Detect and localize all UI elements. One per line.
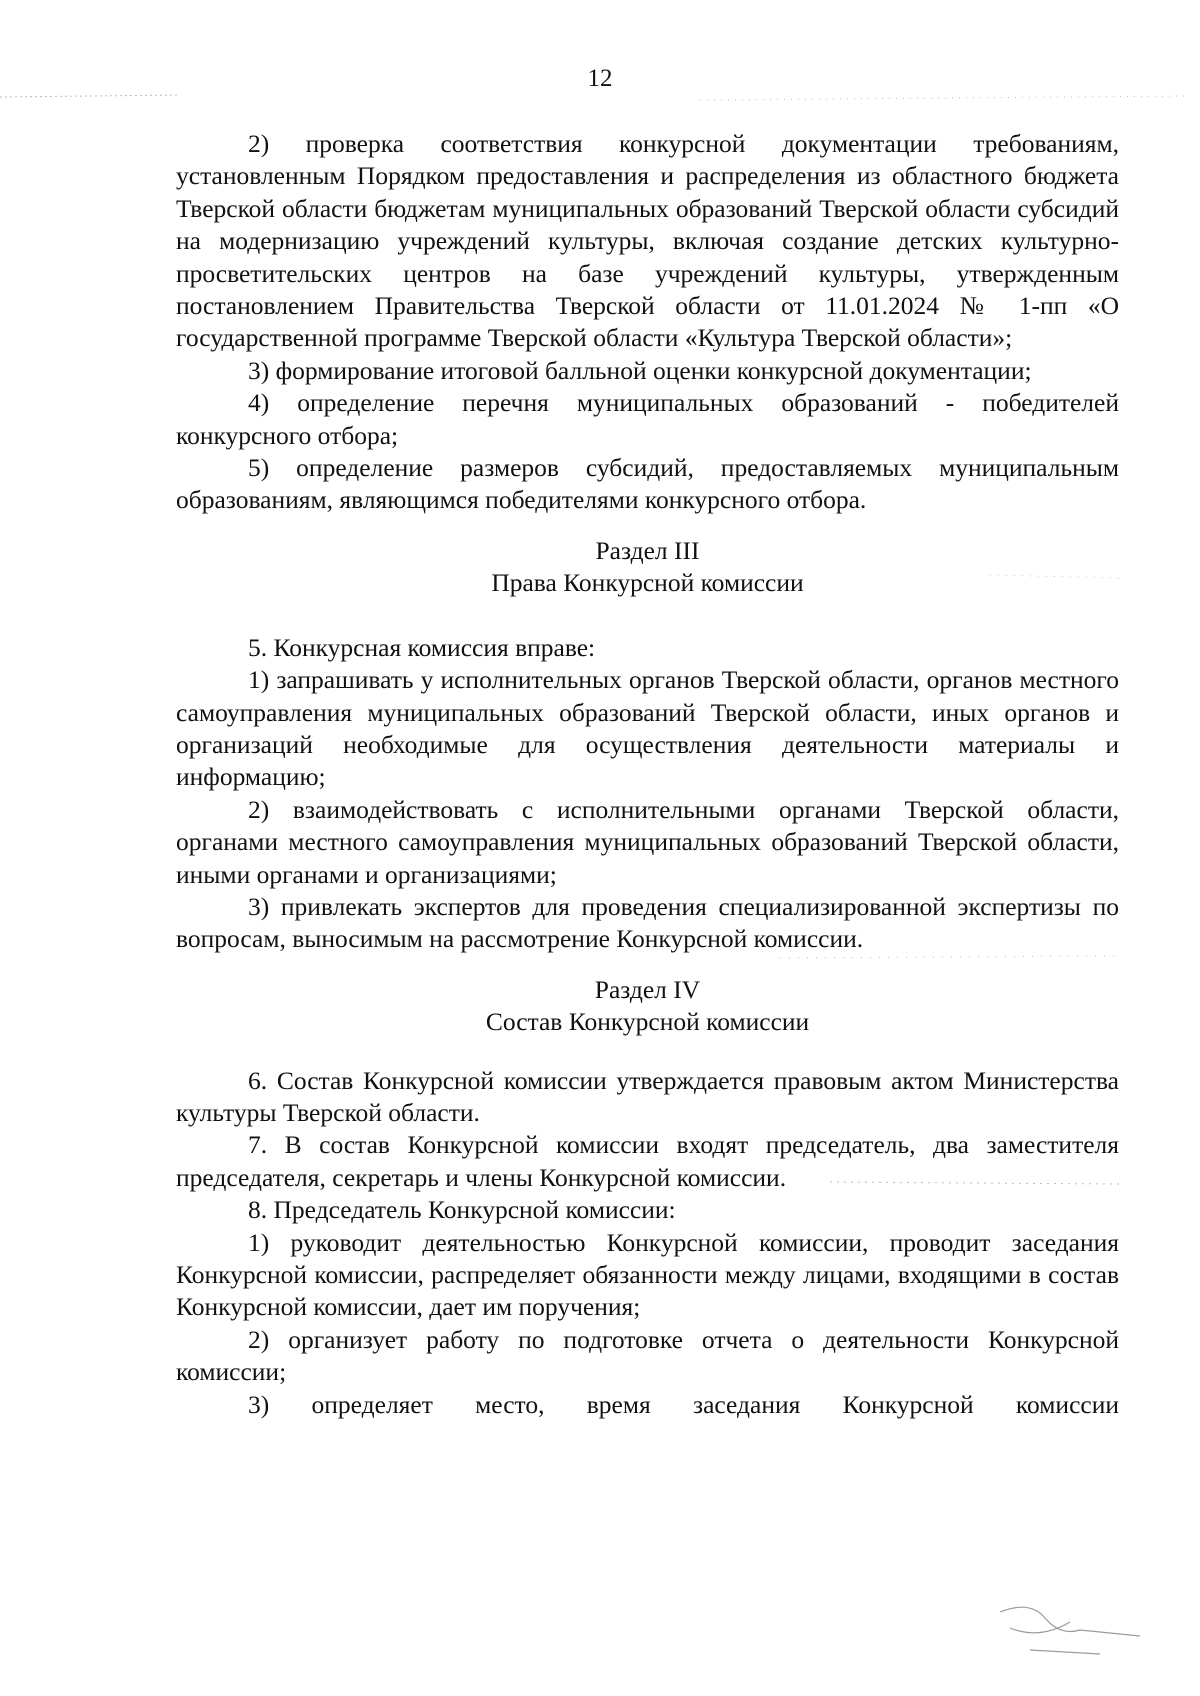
paragraph: 7. В состав Конкурсной комиссии входят председатель, два заместителя председателя, секретарь и члены Конкурсной комиссии. xyxy=(176,1130,1119,1192)
list-item: 2) взаимодействовать с исполнительными органами Тверской области, органами местного самоуправления муниципальных образований Тверской области, иными органами и организациями; xyxy=(176,794,1119,889)
list-item: 2) организует работу по подготовке отчета о деятельности Конкурсной комиссии; xyxy=(176,1324,1119,1387)
list-item: 1) руководит деятельностью Конкурсной комиссии, проводит заседания Конкурсной комиссии, распределяет обязанности между лицами, входящими в состав Конкурсной комиссии, дает им поручения; xyxy=(176,1227,1119,1322)
section-label: Раздел III xyxy=(595,535,700,565)
section-title: Права Конкурсной комиссии xyxy=(491,568,804,598)
list-item: 3) привлекать экспертов для проведения специализированной экспертизы по вопросам, выносимым на рассмотрение Конкурсной комиссии. xyxy=(176,891,1119,954)
section-title: Состав Конкурсной комиссии xyxy=(485,1007,810,1037)
document-body xyxy=(176,128,1119,1421)
paragraph: 8. Председатель Конкурсной комиссии: xyxy=(248,1195,676,1225)
page-number: 12 xyxy=(587,65,613,92)
list-item: 1) запрашивать у исполнительных органов Тверской области, органов местного самоуправления муниципальных образований Тверской области, иных органов и организаций необходимые для осуществления деятельности материалы и информацию; xyxy=(176,665,1119,792)
list-item: 2) проверка соответствия конкурсной документации требованиям, установленным Порядком предоставления и распределения из областного бюджета Тверской области бюджетам муниципальных образований Тверской области субсидий на модернизацию учреждений культуры, включая создание детских культурно-просветительских центров на базе учреждений культуры, утвержденным постановлением Правительства Тверской области от 11.01.2024 № 1-пп «О государственной программе Тверской области «Культура Тверской области»; xyxy=(176,129,1119,353)
section-label: Раздел IV xyxy=(594,974,701,1004)
signature-mark xyxy=(1000,1607,1140,1654)
list-item: 4) определение перечня муниципальных образований - победителей конкурсного отбора; xyxy=(176,388,1119,450)
paragraph: 5. Конкурсная комиссия вправе: xyxy=(248,632,596,662)
list-item: 3) формирование итоговой балльной оценки конкурсной документации; xyxy=(248,355,1032,385)
list-item: 5) определение размеров субсидий, предоставляемых муниципальным образованиям, являющимся победителями конкурсного отбора. xyxy=(176,453,1119,515)
list-item: 3) определяет место, время заседания Конкурсной комиссии xyxy=(248,1389,1119,1419)
paragraph: 6. Состав Конкурсной комиссии утверждается правовым актом Министерства культуры Тверской области. xyxy=(176,1065,1119,1127)
